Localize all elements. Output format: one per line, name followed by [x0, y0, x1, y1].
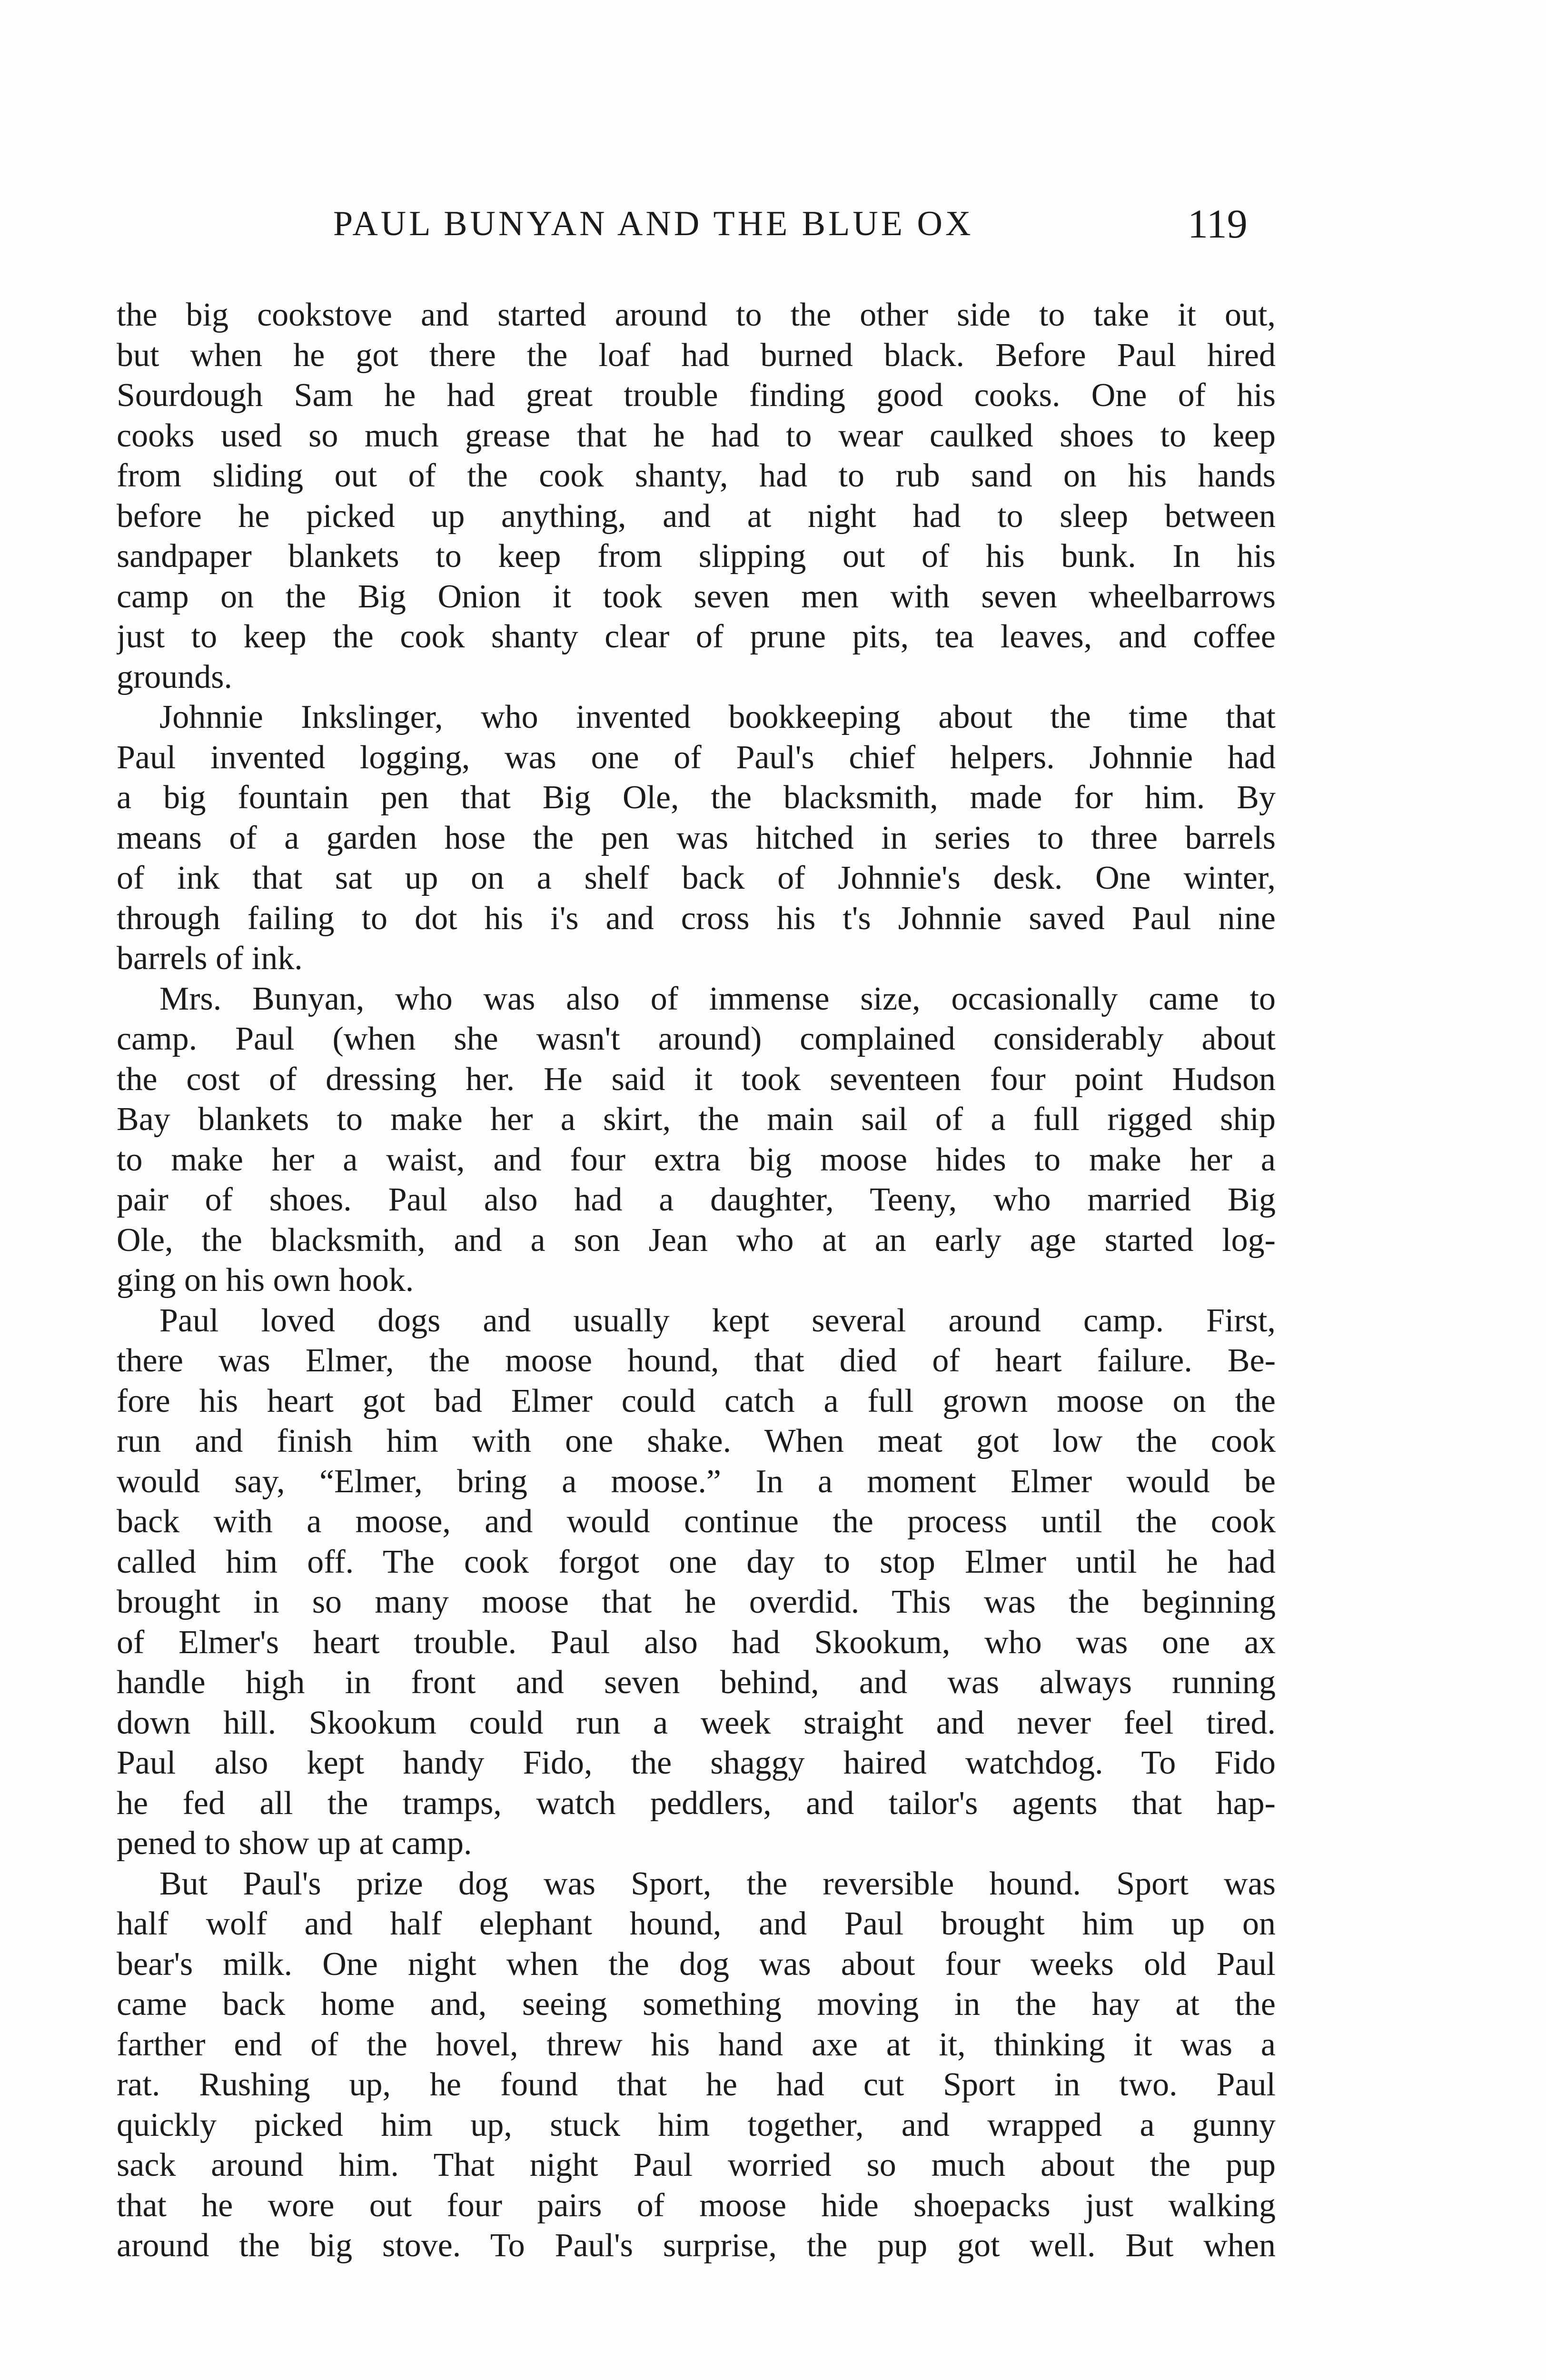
text-line: down hill. Skookum could run a week straight and never feel tired.: [117, 1704, 1276, 1741]
text-line: he fed all the tramps, watch peddlers, and tailor's agents that hap-: [117, 1785, 1276, 1822]
text-line: camp on the Big Onion it took seven men with seven wheelbarrows: [117, 578, 1276, 615]
text-line: means of a garden hose the pen was hitched in series to three barrels: [117, 819, 1276, 856]
text-line: run and finish him with one shake. When meat got low the cook: [117, 1423, 1276, 1459]
paragraph: [117, 979, 1276, 1301]
text-line: called him off. The cook forgot one day to stop Elmer until he had: [117, 1543, 1276, 1580]
text-line: barrels of ink.: [117, 940, 303, 977]
text-line: Mrs. Bunyan, who was also of immense size, occasionally came to: [159, 980, 1276, 1017]
text-line: handle high in front and seven behind, and was always running: [117, 1664, 1276, 1701]
text-line: camp. Paul (when she wasn't around) complained considerably about: [117, 1021, 1276, 1057]
text-line: would say, “Elmer, bring a moose.” In a moment Elmer would be: [117, 1463, 1276, 1500]
text-line: rat. Rushing up, he found that he had cut Sport in two. Paul: [117, 2066, 1276, 2103]
text-line: a big fountain pen that Big Ole, the blacksmith, made for him. By: [117, 779, 1276, 816]
text-line: Bay blankets to make her a skirt, the main sail of a full rigged ship: [117, 1101, 1276, 1138]
paragraph: [117, 1301, 1276, 1864]
text-line: of Elmer's heart trouble. Paul also had Skookum, who was one ax: [117, 1624, 1276, 1661]
text-line: quickly picked him up, stuck him together, and wrapped a gunny: [117, 2106, 1276, 2143]
text-line: brought in so many moose that he overdid. This was the beginning: [117, 1584, 1276, 1620]
text-line: pair of shoes. Paul also had a daughter, Teeny, who married Big: [117, 1181, 1276, 1218]
text-line: the big cookstove and started around to the other side to take it out,: [117, 297, 1276, 333]
text-line: But Paul's prize dog was Sport, the reversible hound. Sport was: [159, 1865, 1276, 1902]
text-line: Johnnie Inkslinger, who invented bookkeeping about the time that: [159, 699, 1276, 735]
text-line: bear's milk. One night when the dog was about four weeks old Paul: [117, 1945, 1276, 1983]
body-text: [117, 295, 1276, 2266]
text-line: farther end of the hovel, threw his hand axe at it, thinking it was a: [117, 2026, 1276, 2063]
text-line: from sliding out of the cook shanty, had to rub sand on his hands: [117, 457, 1276, 494]
text-line: the cost of dressing her. He said it took seventeen four point Hudson: [117, 1061, 1276, 1098]
text-line: cooks used so much grease that he had to wear caulked shoes to keep: [117, 417, 1276, 454]
text-line: that he wore out four pairs of moose hide shoepacks just walking: [117, 2187, 1276, 2224]
text-line: of ink that sat up on a shelf back of Johnnie's desk. One winter,: [117, 860, 1276, 896]
text-line: came back home and, seeing something moving in the hay at the: [117, 1986, 1276, 2023]
text-line: there was Elmer, the moose hound, that died of heart failure. Be-: [117, 1342, 1276, 1379]
text-line: ging on his own hook.: [117, 1262, 414, 1299]
text-line: Paul invented logging, was one of Paul's chief helpers. Johnnie had: [117, 739, 1276, 776]
text-line: before he picked up anything, and at night had to sleep between: [117, 497, 1276, 535]
text-line: back with a moose, and would continue the process until the cook: [117, 1503, 1276, 1540]
text-line: fore his heart got bad Elmer could catch a full grown moose on the: [117, 1382, 1276, 1419]
text-line: just to keep the cook shanty clear of prune pits, tea leaves, and coffee: [117, 618, 1276, 655]
running-title: PAUL BUNYAN AND THE BLUE OX: [333, 204, 974, 243]
paragraph: [117, 1864, 1276, 2266]
text-line: grounds.: [117, 658, 233, 695]
text-line: Paul loved dogs and usually kept several around camp. First,: [159, 1302, 1276, 1339]
paragraph: [117, 295, 1276, 697]
text-line: sack around him. That night Paul worried so much about the pup: [117, 2147, 1276, 2183]
paragraph: [117, 697, 1276, 979]
text-line: Ole, the blacksmith, and a son Jean who at an early age started log-: [117, 1221, 1276, 1259]
text-line: to make her a waist, and four extra big moose hides to make her a: [117, 1141, 1276, 1178]
text-line: but when he got there the loaf had burned black. Before Paul hired: [117, 337, 1276, 374]
text-line: Paul also kept handy Fido, the shaggy haired watchdog. To Fido: [117, 1745, 1276, 1781]
text-line: sandpaper blankets to keep from slipping out of his bunk. In his: [117, 538, 1276, 575]
text-line: around the big stove. To Paul's surprise, the pup got well. But when: [117, 2227, 1276, 2264]
text-line: Sourdough Sam he had great trouble finding good cooks. One of his: [117, 377, 1276, 414]
text-line: through failing to dot his i's and cross his t's Johnnie saved Paul nine: [117, 900, 1276, 937]
text-line: half wolf and half elephant hound, and Paul brought him up on: [117, 1905, 1276, 1942]
text-line: pened to show up at camp.: [117, 1825, 472, 1862]
page-number: 119: [1188, 201, 1248, 247]
